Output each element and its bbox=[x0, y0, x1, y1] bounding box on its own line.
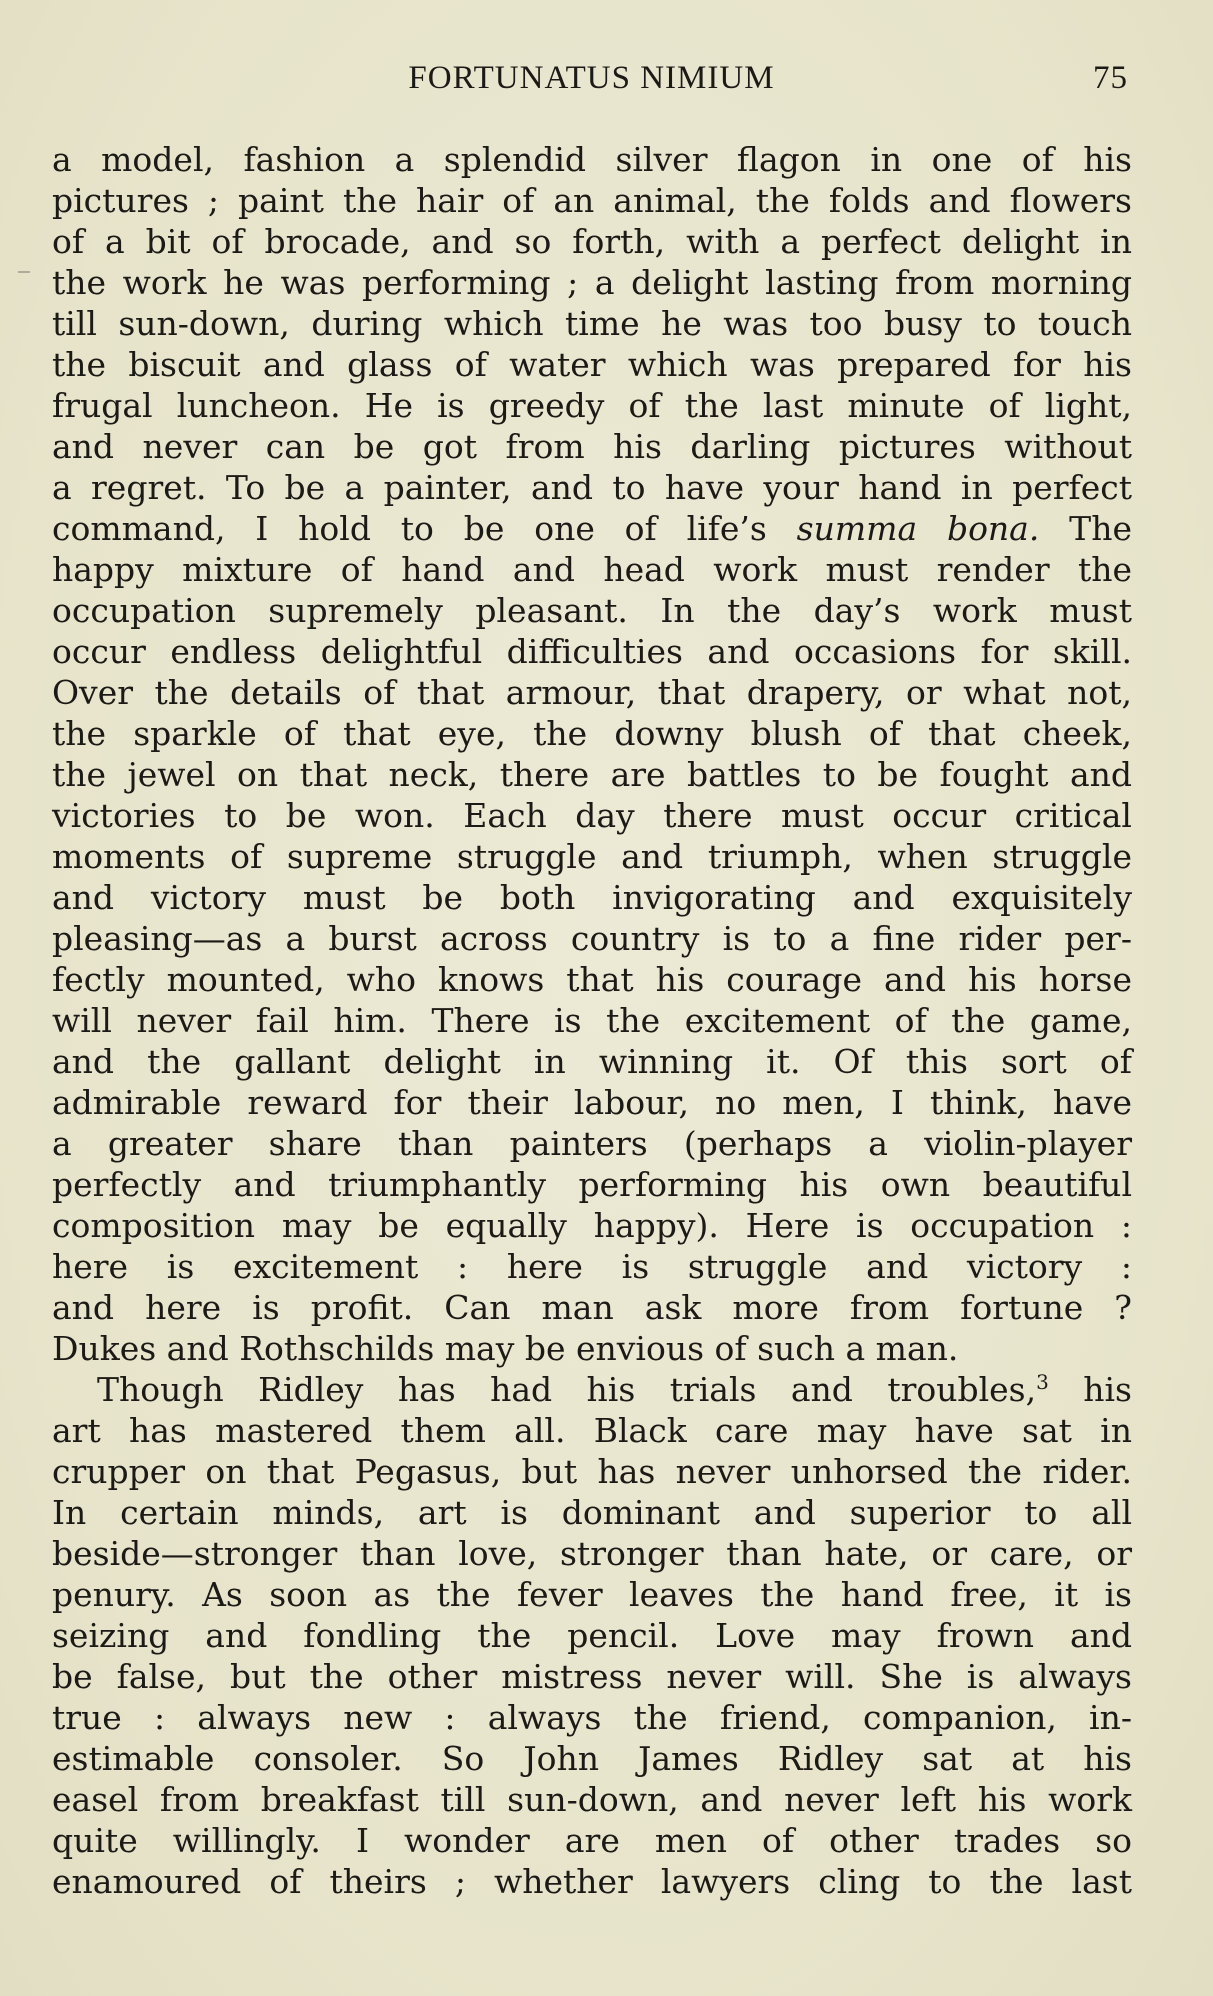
text-line: the jewel on that neck, there are battles to be fought and bbox=[52, 755, 1132, 794]
text-line: a regret. To be a painter, and to have your hand in perfect bbox=[52, 468, 1132, 507]
text-segment: his bbox=[1048, 1370, 1132, 1409]
text-line: occur endless delightful difficulties and occasions for skill. bbox=[52, 632, 1132, 671]
text-line: enamoured of theirs ; whether lawyers cling to the last bbox=[52, 1862, 1132, 1901]
text-line: In certain minds, art is dominant and superior to all bbox=[52, 1493, 1132, 1532]
text-line: and here is profit. Can man ask more from fortune ? bbox=[52, 1288, 1132, 1327]
text-line: a greater share than painters (perhaps a violin-player bbox=[52, 1124, 1132, 1163]
text-line: victories to be won. Each day there must occur critical bbox=[52, 796, 1132, 835]
text-line: estimable consoler. So John James Ridley sat at his bbox=[52, 1739, 1132, 1778]
text-line: the work he was performing ; a delight lasting from morning bbox=[52, 263, 1132, 302]
page-number: 75 bbox=[1093, 60, 1128, 96]
text-line: occupation supremely pleasant. In the day’s work must bbox=[52, 591, 1132, 630]
text-line: here is excitement : here is struggle and victory : bbox=[52, 1247, 1132, 1286]
text-line: moments of supreme struggle and triumph, when struggle bbox=[52, 837, 1132, 876]
text-line: quite willingly. I wonder are men of other trades so bbox=[52, 1821, 1132, 1860]
text-line: true : always new : always the friend, companion, in- bbox=[52, 1698, 1132, 1737]
text-line: and never can be got from his darling pictures without bbox=[52, 427, 1132, 466]
text-segment: command, I hold to be one of life’s bbox=[52, 509, 797, 548]
margin-mark bbox=[18, 271, 30, 273]
text-line: perfectly and triumphantly performing his own beautiful bbox=[52, 1165, 1132, 1204]
text-line bbox=[52, 1369, 1132, 1410]
footnote-reference[interactable]: 3 bbox=[1036, 1370, 1049, 1394]
text-segment: The bbox=[1039, 509, 1132, 548]
text-line: pleasing—as a burst across country is to a fine rider per- bbox=[52, 919, 1132, 958]
running-title: FORTUNATUS NIMIUM bbox=[408, 60, 775, 96]
text-line: of a bit of brocade, and so forth, with a perfect delight in bbox=[52, 222, 1132, 261]
text-line: composition may be equally happy). Here is occupation : bbox=[52, 1206, 1132, 1245]
paragraph-1 bbox=[52, 139, 1132, 1369]
text-line: crupper on that Pegasus, but has never unhorsed the rider. bbox=[52, 1452, 1132, 1491]
text-line: art has mastered them all. Black care may have sat in bbox=[52, 1411, 1132, 1450]
text-line: will never fail him. There is the excitement of the game, bbox=[52, 1001, 1132, 1040]
text-line: a model, fashion a splendid silver flagon in one of his bbox=[52, 140, 1132, 179]
text-line: till sun-down, during which time he was too busy to touch bbox=[52, 304, 1132, 343]
text-line: admirable reward for their labour, no men, I think, have bbox=[52, 1083, 1132, 1122]
text-line: Dukes and Rothschilds may be envious of such a man. bbox=[52, 1329, 959, 1368]
text-line: pictures ; paint the hair of an animal, the folds and flowers bbox=[52, 181, 1132, 220]
text-line: beside—stronger than love, stronger than hate, or care, or bbox=[52, 1534, 1132, 1573]
body-text bbox=[52, 139, 1132, 1902]
paragraph-2 bbox=[52, 1369, 1132, 1902]
text-line: penury. As soon as the fever leaves the hand free, it is bbox=[52, 1575, 1132, 1614]
text-line: be false, but the other mistress never will. She is always bbox=[52, 1657, 1132, 1696]
text-line: and the gallant delight in winning it. Of this sort of bbox=[52, 1042, 1132, 1081]
text-line: and victory must be both invigorating and exquisitely bbox=[52, 878, 1132, 917]
text-line: Over the details of that armour, that drapery, or what not, bbox=[52, 673, 1132, 712]
text-line: frugal luncheon. He is greedy of the last minute of light, bbox=[52, 386, 1132, 425]
text-line: happy mixture of hand and head work must render the bbox=[52, 550, 1132, 589]
text-line: the sparkle of that eye, the downy blush of that cheek, bbox=[52, 714, 1132, 753]
text-line bbox=[52, 508, 1132, 549]
text-line: fectly mounted, who knows that his courage and his horse bbox=[52, 960, 1132, 999]
running-head bbox=[55, 60, 1128, 110]
text-line: easel from breakfast till sun-down, and never left his work bbox=[52, 1780, 1132, 1819]
text-line: seizing and fondling the pencil. Love may frown and bbox=[52, 1616, 1132, 1655]
text-segment: Though Ridley has had his trials and troubles, bbox=[97, 1370, 1037, 1409]
latin-phrase: summa bona. bbox=[796, 509, 1040, 548]
text-line: the biscuit and glass of water which was prepared for his bbox=[52, 345, 1132, 384]
